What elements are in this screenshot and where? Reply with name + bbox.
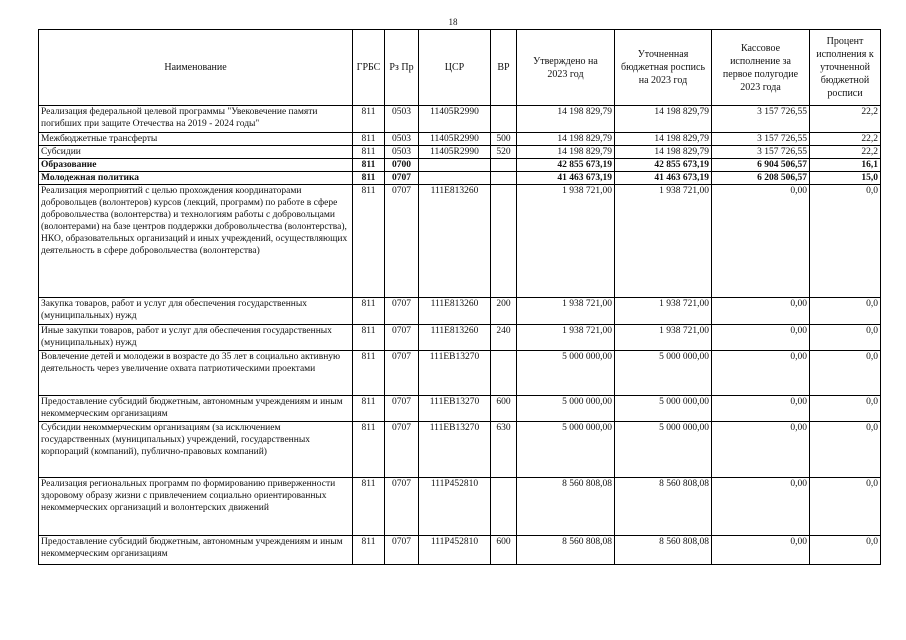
cell-name: Субсидии некоммерческим организациям (за исключением государственных (муниципальных) учреждений, государственных корпораций (компаний), публично-правовых компаний) (39, 422, 353, 478)
cell-rzpr: 0503 (385, 146, 419, 159)
cell-percent: 0,0 (810, 325, 881, 351)
table-row (39, 422, 881, 478)
cell-vr (491, 185, 517, 298)
cell-csr: 111E813260 (419, 325, 491, 351)
header-row (39, 30, 881, 106)
cell-cash: 6 904 506,57 (712, 159, 810, 172)
cell-approved: 5 000 000,00 (517, 396, 615, 422)
cell-percent: 0,0 (810, 351, 881, 396)
cell-cash: 0,00 (712, 478, 810, 536)
cell-approved: 14 198 829,79 (517, 106, 615, 133)
table-row (39, 106, 881, 133)
cell-rzpr: 0707 (385, 325, 419, 351)
cell-approved: 1 938 721,00 (517, 298, 615, 325)
cell-grbs: 811 (353, 351, 385, 396)
cell-csr: 111E813260 (419, 298, 491, 325)
cell-grbs: 811 (353, 478, 385, 536)
cell-name: Реализация мероприятий с целью прохождения координаторами добровольцев (волонтеров) курсов (лекций, программ) по работе в сфере добровольчества (волонтерства) и технологиям работы с добровольцами (волонтерами) на базе центров поддержки добровольчества (волонтерства), НКО, образовательных организаций и иных учреждений, осуществляющих деятельность в сфере добровольчества (волонтерства) (39, 185, 353, 298)
header-grbs: ГРБС (353, 30, 385, 106)
cell-cash: 0,00 (712, 351, 810, 396)
cell-grbs: 811 (353, 172, 385, 185)
cell-vr (491, 172, 517, 185)
cell-grbs: 811 (353, 325, 385, 351)
cell-refined: 42 855 673,19 (615, 159, 712, 172)
cell-percent: 0,0 (810, 478, 881, 536)
table-body (39, 106, 881, 565)
cell-approved: 14 198 829,79 (517, 133, 615, 146)
header-refined: Уточненная бюджетная роспись на 2023 год (615, 30, 712, 106)
cell-rzpr: 0707 (385, 351, 419, 396)
cell-csr: 11405R2990 (419, 106, 491, 133)
cell-rzpr: 0707 (385, 536, 419, 565)
header-approved: Утверждено на 2023 год (517, 30, 615, 106)
cell-rzpr: 0503 (385, 106, 419, 133)
table-row (39, 146, 881, 159)
cell-cash: 3 157 726,55 (712, 133, 810, 146)
cell-vr: 240 (491, 325, 517, 351)
cell-vr: 500 (491, 133, 517, 146)
cell-refined: 8 560 808,08 (615, 478, 712, 536)
table-row (39, 133, 881, 146)
cell-vr: 630 (491, 422, 517, 478)
cell-cash: 6 208 506,57 (712, 172, 810, 185)
cell-rzpr: 0700 (385, 159, 419, 172)
page-number: 18 (448, 17, 458, 27)
cell-approved: 42 855 673,19 (517, 159, 615, 172)
cell-csr: 11405R2990 (419, 146, 491, 159)
cell-grbs: 811 (353, 185, 385, 298)
cell-cash: 0,00 (712, 536, 810, 565)
cell-refined: 41 463 673,19 (615, 172, 712, 185)
cell-cash: 0,00 (712, 422, 810, 478)
cell-name: Реализация федеральной целевой программы "Увековечение памяти погибших при защите Отечества на 2019 - 2024 годы" (39, 106, 353, 133)
cell-vr: 520 (491, 146, 517, 159)
cell-name: Иные закупки товаров, работ и услуг для обеспечения государственных (муниципальных) нужд (39, 325, 353, 351)
cell-rzpr: 0707 (385, 422, 419, 478)
cell-csr: 111P452810 (419, 536, 491, 565)
cell-approved: 1 938 721,00 (517, 325, 615, 351)
cell-name: Межбюджетные трансферты (39, 133, 353, 146)
cell-refined: 1 938 721,00 (615, 298, 712, 325)
cell-name: Закупка товаров, работ и услуг для обеспечения государственных (муниципальных) нужд (39, 298, 353, 325)
cell-name: Вовлечение детей и молодежи в возрасте до 35 лет в социально активную деятельность через увеличение охвата патриотическими проектами (39, 351, 353, 396)
cell-grbs: 811 (353, 146, 385, 159)
cell-csr: 111P452810 (419, 478, 491, 536)
header-cash: Кассовое исполнение за первое полугодие 2023 года (712, 30, 810, 106)
cell-grbs: 811 (353, 106, 385, 133)
cell-csr: 111E813260 (419, 185, 491, 298)
cell-vr (491, 351, 517, 396)
table-row (39, 351, 881, 396)
cell-csr (419, 172, 491, 185)
cell-vr (491, 106, 517, 133)
header-percent: Процент исполнения к уточненной бюджетной росписи (810, 30, 881, 106)
table-row (39, 396, 881, 422)
cell-grbs: 811 (353, 133, 385, 146)
table-row (39, 325, 881, 351)
table-row (39, 478, 881, 536)
cell-percent: 22,2 (810, 133, 881, 146)
cell-name: Предоставление субсидий бюджетным, автономным учреждениям и иным некоммерческим организациям (39, 536, 353, 565)
cell-csr: 111EВ13270 (419, 351, 491, 396)
cell-cash: 0,00 (712, 298, 810, 325)
cell-approved: 41 463 673,19 (517, 172, 615, 185)
cell-vr: 200 (491, 298, 517, 325)
cell-approved: 8 560 808,08 (517, 536, 615, 565)
cell-refined: 14 198 829,79 (615, 133, 712, 146)
budget-table (38, 29, 881, 565)
cell-grbs: 811 (353, 396, 385, 422)
cell-refined: 1 938 721,00 (615, 185, 712, 298)
cell-refined: 5 000 000,00 (615, 396, 712, 422)
cell-csr: 111EВ13270 (419, 396, 491, 422)
cell-percent: 22,2 (810, 146, 881, 159)
header-vr: ВР (491, 30, 517, 106)
cell-grbs: 811 (353, 298, 385, 325)
cell-cash: 3 157 726,55 (712, 106, 810, 133)
cell-rzpr: 0707 (385, 396, 419, 422)
cell-vr: 600 (491, 396, 517, 422)
cell-refined: 1 938 721,00 (615, 325, 712, 351)
cell-vr: 600 (491, 536, 517, 565)
cell-percent: 15,0 (810, 172, 881, 185)
cell-percent: 0,0 (810, 185, 881, 298)
cell-approved: 14 198 829,79 (517, 146, 615, 159)
cell-refined: 14 198 829,79 (615, 106, 712, 133)
table-row (39, 172, 881, 185)
cell-name: Предоставление субсидий бюджетным, автономным учреждениям и иным некоммерческим организациям (39, 396, 353, 422)
cell-refined: 5 000 000,00 (615, 351, 712, 396)
cell-vr (491, 478, 517, 536)
cell-percent: 16,1 (810, 159, 881, 172)
cell-name: Образование (39, 159, 353, 172)
cell-name: Субсидии (39, 146, 353, 159)
cell-cash: 0,00 (712, 325, 810, 351)
cell-approved: 8 560 808,08 (517, 478, 615, 536)
cell-approved: 5 000 000,00 (517, 351, 615, 396)
cell-cash: 0,00 (712, 185, 810, 298)
cell-percent: 22,2 (810, 106, 881, 133)
header-csr: ЦСР (419, 30, 491, 106)
header-name: Наименование (39, 30, 353, 106)
cell-csr: 111EВ13270 (419, 422, 491, 478)
cell-rzpr: 0707 (385, 298, 419, 325)
cell-percent: 0,0 (810, 298, 881, 325)
cell-percent: 0,0 (810, 396, 881, 422)
cell-approved: 5 000 000,00 (517, 422, 615, 478)
cell-percent: 0,0 (810, 422, 881, 478)
cell-rzpr: 0707 (385, 172, 419, 185)
cell-name: Реализация региональных программ по формированию приверженности здоровому образу жизни с привлечением социально ориентированных некоммерческих организаций и волонтерских движений (39, 478, 353, 536)
cell-csr (419, 159, 491, 172)
cell-grbs: 811 (353, 422, 385, 478)
cell-refined: 5 000 000,00 (615, 422, 712, 478)
cell-cash: 0,00 (712, 396, 810, 422)
table-row (39, 536, 881, 565)
cell-cash: 3 157 726,55 (712, 146, 810, 159)
cell-rzpr: 0503 (385, 133, 419, 146)
cell-grbs: 811 (353, 536, 385, 565)
cell-rzpr: 0707 (385, 185, 419, 298)
table-row (39, 298, 881, 325)
header-rzpr: Рз Пр (385, 30, 419, 106)
cell-approved: 1 938 721,00 (517, 185, 615, 298)
cell-refined: 14 198 829,79 (615, 146, 712, 159)
table-row (39, 159, 881, 172)
cell-percent: 0,0 (810, 536, 881, 565)
cell-rzpr: 0707 (385, 478, 419, 536)
cell-csr: 11405R2990 (419, 133, 491, 146)
cell-vr (491, 159, 517, 172)
cell-grbs: 811 (353, 159, 385, 172)
cell-refined: 8 560 808,08 (615, 536, 712, 565)
table-row (39, 185, 881, 298)
cell-name: Молодежная политика (39, 172, 353, 185)
